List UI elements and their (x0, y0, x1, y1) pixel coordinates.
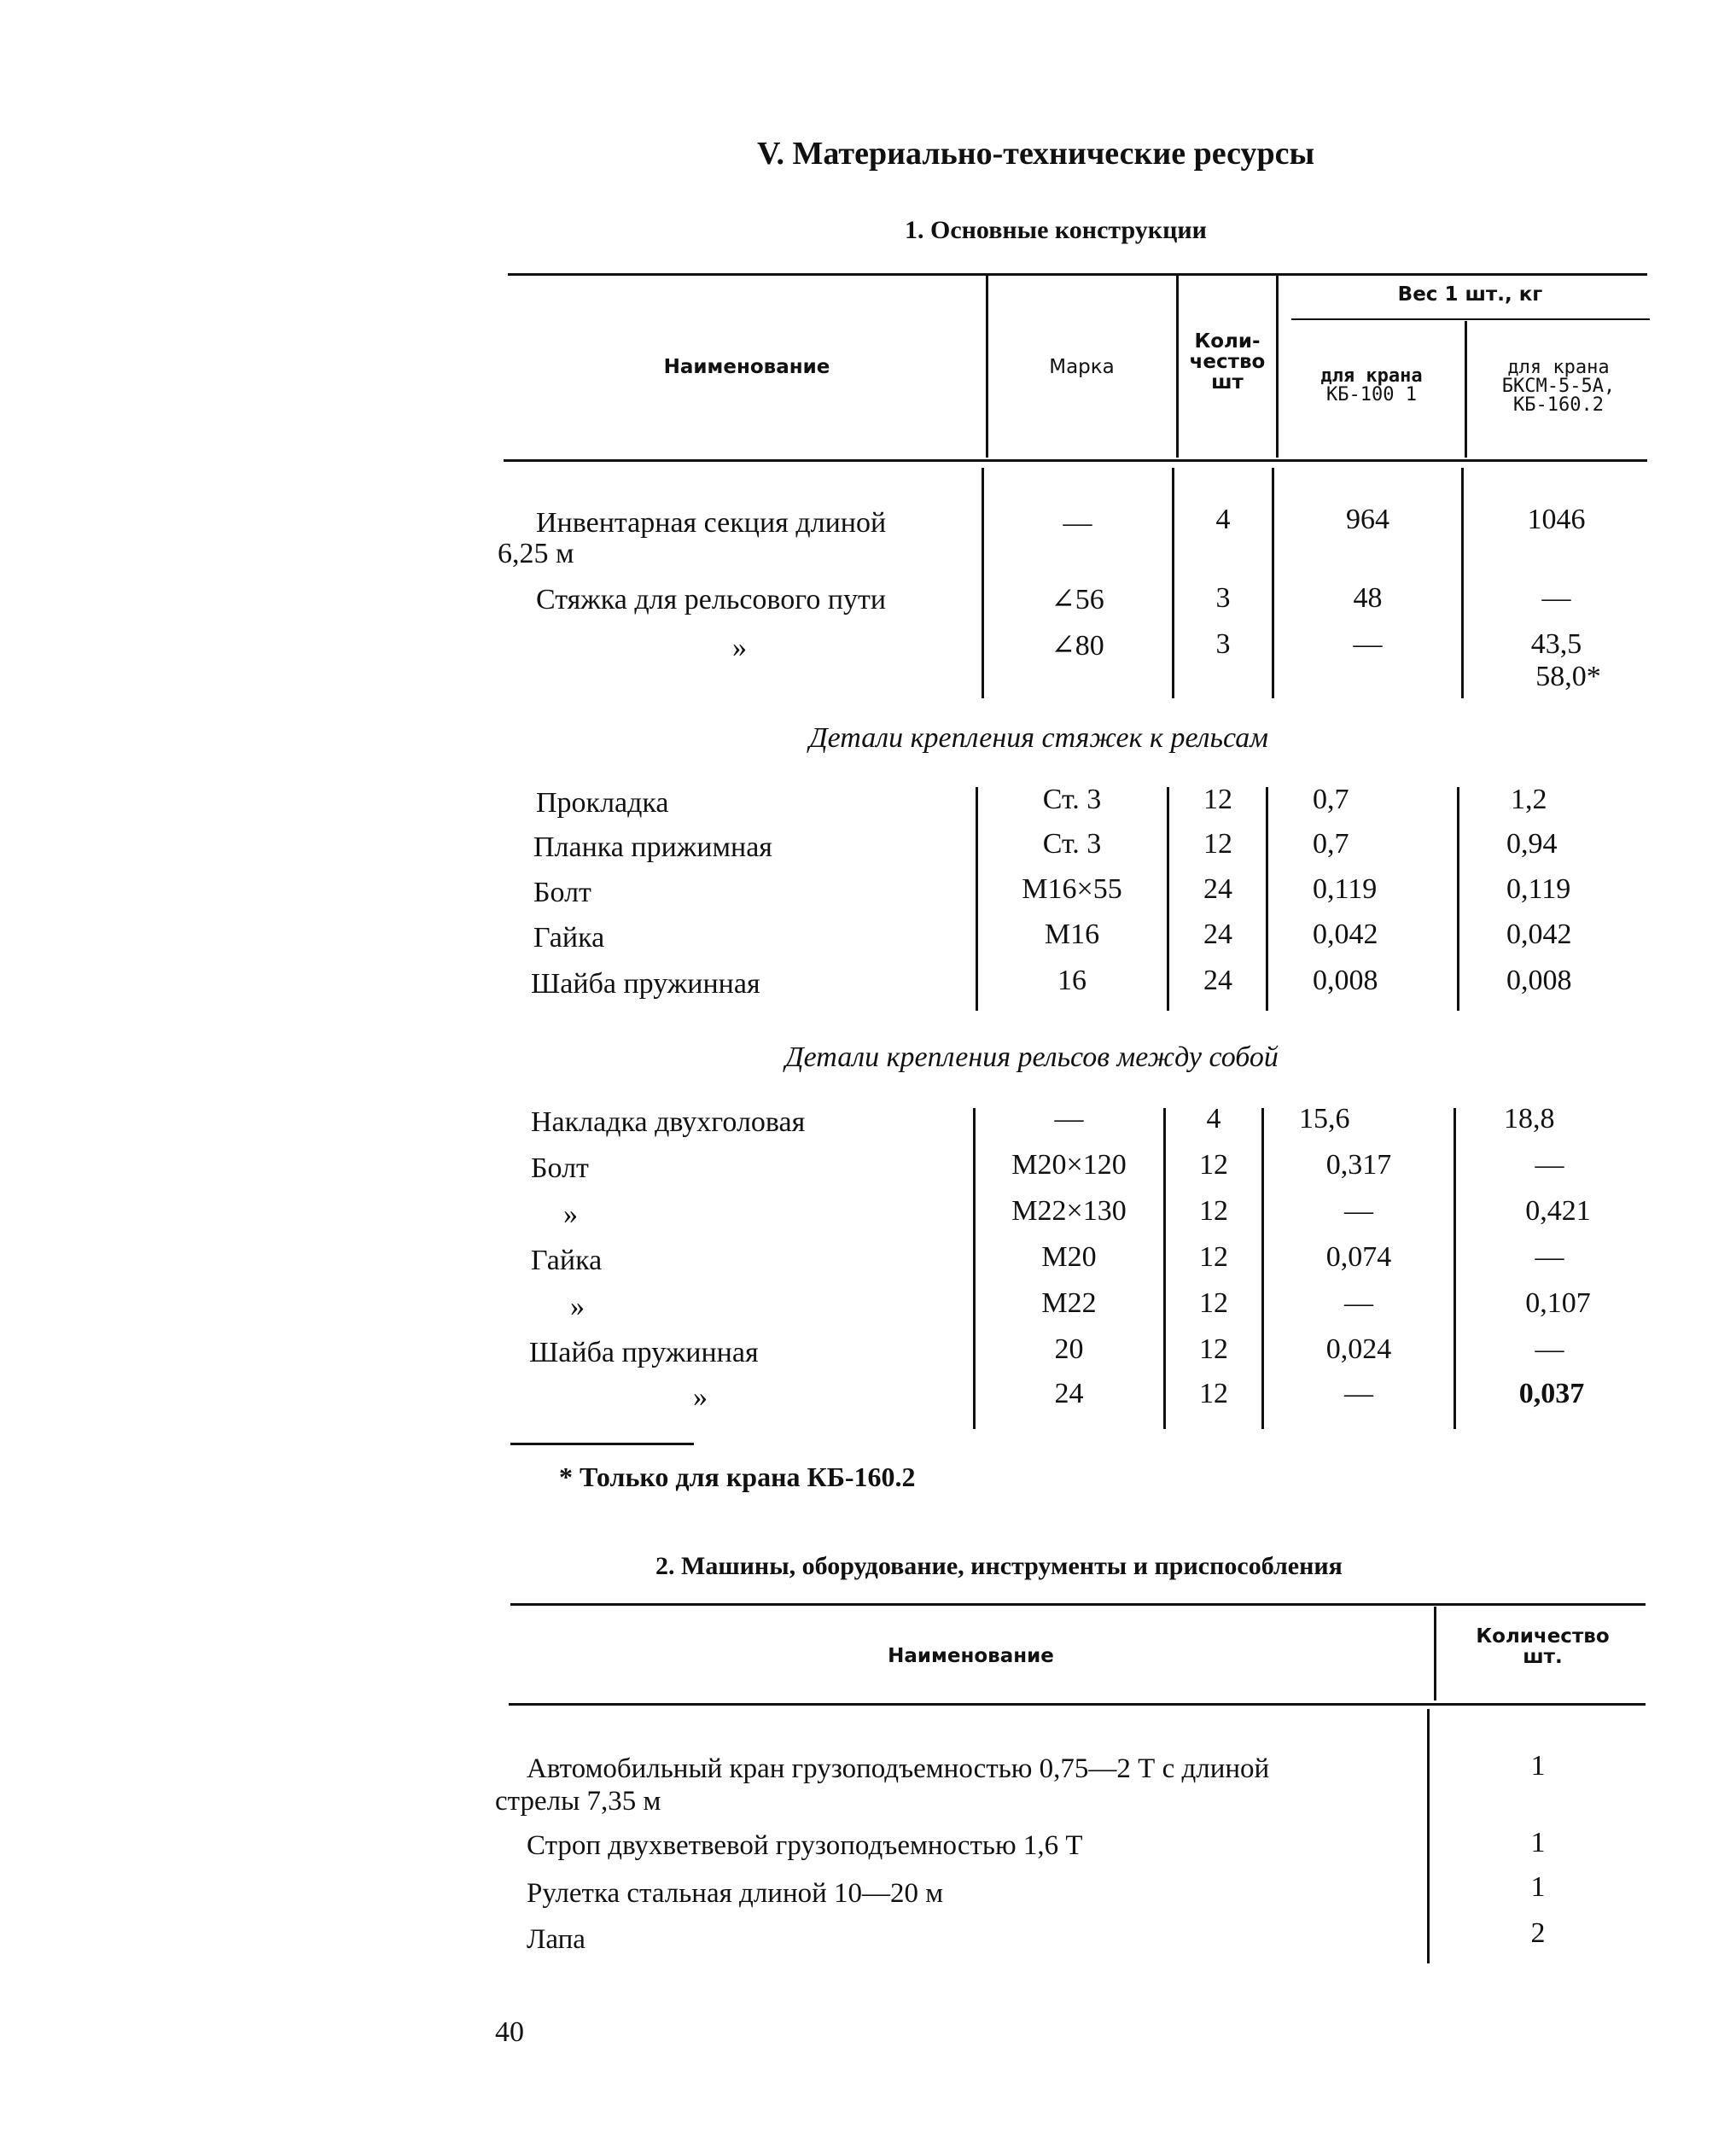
table-row-name: Гайка (533, 922, 605, 954)
table-cell-qty: 12 (1199, 1333, 1228, 1365)
table-row-name: Планка прижимная (533, 831, 772, 863)
table2-header-rule (509, 1703, 1646, 1706)
table-cell-mark: — (1054, 1103, 1084, 1135)
table-cell-qty: 12 (1199, 1195, 1228, 1227)
table-row-name: Накладка двухголовая (531, 1106, 806, 1138)
col-divider (1172, 468, 1174, 698)
table-cell-qty: 4 (1206, 1103, 1221, 1135)
table-cell-mark: М20 (1041, 1241, 1097, 1273)
table-cell-qty: 12 (1199, 1287, 1228, 1319)
table-cell-qty: 3 (1215, 628, 1231, 660)
table-row-name: » (732, 632, 747, 663)
table-row-name: Рулетка стальная длиной 10—20 м (527, 1878, 944, 1909)
col-divider (1272, 468, 1274, 698)
col-divider (1461, 468, 1464, 698)
table-cell-mark: М16 (1044, 919, 1100, 950)
table2-top-rule (510, 1603, 1646, 1606)
header-name: Наименование (663, 356, 830, 378)
col-divider (1163, 1108, 1166, 1429)
header-divider (1465, 321, 1467, 458)
col-divider (976, 787, 978, 1011)
col-divider (973, 1108, 976, 1429)
col-divider (982, 468, 984, 698)
table-cell-w2: 58,0* (1535, 661, 1601, 692)
footnote-rule (510, 1443, 694, 1445)
table-cell-qty: 24 (1203, 965, 1232, 996)
group-title: Детали крепления рельсов между собой (785, 1041, 1279, 1073)
table-cell-w1: — (1344, 1195, 1373, 1227)
table-cell-qty: 12 (1203, 784, 1232, 815)
table-cell-w2: 18,8 (1504, 1103, 1555, 1135)
header-qty: Количество шт. (1476, 1625, 1610, 1668)
table-cell-mark: Ст. 3 (1042, 828, 1102, 860)
table1-title: 1. Основные конструкции (905, 216, 1207, 244)
table-row-name: Лапа (527, 1924, 585, 1955)
table-cell-mark: М22×130 (1011, 1195, 1127, 1227)
table-cell-mark: М16×55 (1022, 873, 1122, 905)
header-qty: Коли- чество шт (1189, 330, 1266, 394)
col-divider (1266, 787, 1268, 1011)
col-divider (1457, 787, 1459, 1011)
table-row-name: Шайба пружинная (529, 1337, 759, 1368)
table-cell-qty: 2 (1530, 1917, 1546, 1949)
col-divider (1453, 1108, 1456, 1429)
table-cell-qty: 12 (1199, 1378, 1228, 1409)
table-cell-mark: М20×120 (1011, 1149, 1127, 1181)
table-cell-qty: 24 (1203, 873, 1232, 905)
header-weight: Вес 1 шт., кг (1397, 283, 1543, 306)
table2-title: 2. Машины, оборудование, инструменты и приспособления (655, 1552, 1343, 1580)
footnote: * Только для крана КБ-160.2 (559, 1461, 916, 1492)
table-cell-w1: 0,042 (1313, 919, 1378, 950)
table-cell-qty: 12 (1199, 1241, 1228, 1273)
table-cell-w1: 0,7 (1313, 784, 1349, 815)
header-divider (1176, 275, 1179, 458)
table-row-name: » (693, 1381, 708, 1413)
table-cell-w2: 0,008 (1506, 965, 1572, 996)
table-cell-w2: — (1541, 582, 1571, 614)
table-cell-qty: 1 (1530, 1871, 1546, 1903)
table-cell-w2: — (1535, 1333, 1564, 1365)
table-cell-w2: — (1535, 1241, 1564, 1273)
table-cell-mark: Ст. 3 (1042, 784, 1102, 815)
header-mark: Марка (1049, 356, 1115, 378)
table-cell-w1: 964 (1346, 504, 1389, 535)
table-cell-qty: 12 (1203, 828, 1232, 860)
table-row-name: Болт (533, 877, 591, 908)
table-cell-mark: ∠56 (1051, 584, 1104, 615)
table-row-name: Гайка (531, 1245, 603, 1276)
table-cell-qty: 4 (1215, 504, 1231, 535)
table-row-name: Прокладка (536, 787, 669, 819)
table-cell-w1: 0,008 (1313, 965, 1378, 996)
table-cell-mark: М22 (1041, 1287, 1097, 1319)
table1-header-rule (504, 459, 1647, 462)
table-cell-w2: 1046 (1527, 504, 1586, 535)
header-w2: для крана БКСМ-5-5А, КБ-160.2 (1501, 357, 1616, 416)
table-cell-mark: 24 (1054, 1378, 1084, 1409)
table-row-name: Шайба пружинная (531, 968, 760, 1000)
table-cell-w2: 0,042 (1506, 919, 1572, 950)
table-cell-w2: — (1535, 1149, 1564, 1181)
weight-header-rule (1291, 318, 1650, 320)
table-cell-w1: — (1344, 1378, 1373, 1409)
table-cell-qty: 1 (1530, 1827, 1546, 1858)
table-cell-w2: 0,421 (1525, 1195, 1591, 1227)
table-cell-w1: — (1353, 628, 1383, 660)
table-cell-mark: ∠80 (1051, 630, 1104, 662)
table-cell-w1: 15,6 (1299, 1103, 1350, 1135)
table-row-name: » (570, 1291, 585, 1322)
table-cell-qty: 3 (1215, 582, 1231, 614)
table-cell-qty: 12 (1199, 1149, 1228, 1181)
table-cell-qty: 1 (1530, 1750, 1546, 1782)
col-divider (1427, 1709, 1430, 1963)
table-row-name: Строп двухветвевой грузоподъемностью 1,6 Т (527, 1830, 1083, 1861)
group-title: Детали крепления стяжек к рельсам (809, 722, 1268, 754)
table-cell-mark: — (1063, 507, 1092, 539)
header-w1: для крана КБ-100 1 (1320, 365, 1423, 405)
table-cell-mark: 20 (1054, 1333, 1084, 1365)
table-row-name: Автомобильный кран грузоподъемностью 0,75—2 Т с длиной (527, 1753, 1270, 1784)
section-title: V. Материально-технические ресурсы (757, 136, 1315, 172)
table-row-name: стрелы 7,35 м (495, 1786, 661, 1817)
table-cell-w1: 0,7 (1313, 828, 1349, 860)
table-row-name: Инвентарная секция длиной (536, 507, 887, 539)
table-cell-w2: 0,94 (1506, 828, 1558, 860)
table-cell-w1: 48 (1353, 582, 1383, 614)
table-cell-w2: 43,5 (1530, 628, 1582, 660)
table-cell-w1: 0,317 (1325, 1149, 1392, 1181)
col-divider (1167, 787, 1169, 1011)
table1-top-rule (508, 273, 1647, 276)
table-cell-qty: 24 (1203, 919, 1232, 950)
table-cell-w1: 0,074 (1325, 1241, 1392, 1273)
header-name: Наименование (888, 1645, 1054, 1667)
table-row-name: Стяжка для рельсового пути (536, 584, 887, 615)
table-row-name: 6,25 м (498, 538, 574, 569)
table-cell-w1: — (1344, 1287, 1373, 1319)
header-divider (1434, 1607, 1436, 1700)
table-row-name: Болт (531, 1152, 589, 1184)
page-number: 40 (495, 2016, 524, 2048)
table-cell-w2: 0,119 (1506, 873, 1571, 905)
table-cell-w1: 0,024 (1325, 1333, 1392, 1365)
table-cell-w1: 0,119 (1313, 873, 1378, 905)
col-divider (1261, 1108, 1264, 1429)
table-cell-w2: 1,2 (1511, 784, 1547, 815)
header-divider (1276, 275, 1279, 458)
table-row-name: » (563, 1199, 578, 1230)
table-cell-w2: 0,107 (1525, 1287, 1591, 1319)
table-cell-w2: 0,037 (1518, 1378, 1585, 1409)
header-divider (986, 275, 988, 458)
table-cell-mark: 16 (1057, 965, 1086, 996)
